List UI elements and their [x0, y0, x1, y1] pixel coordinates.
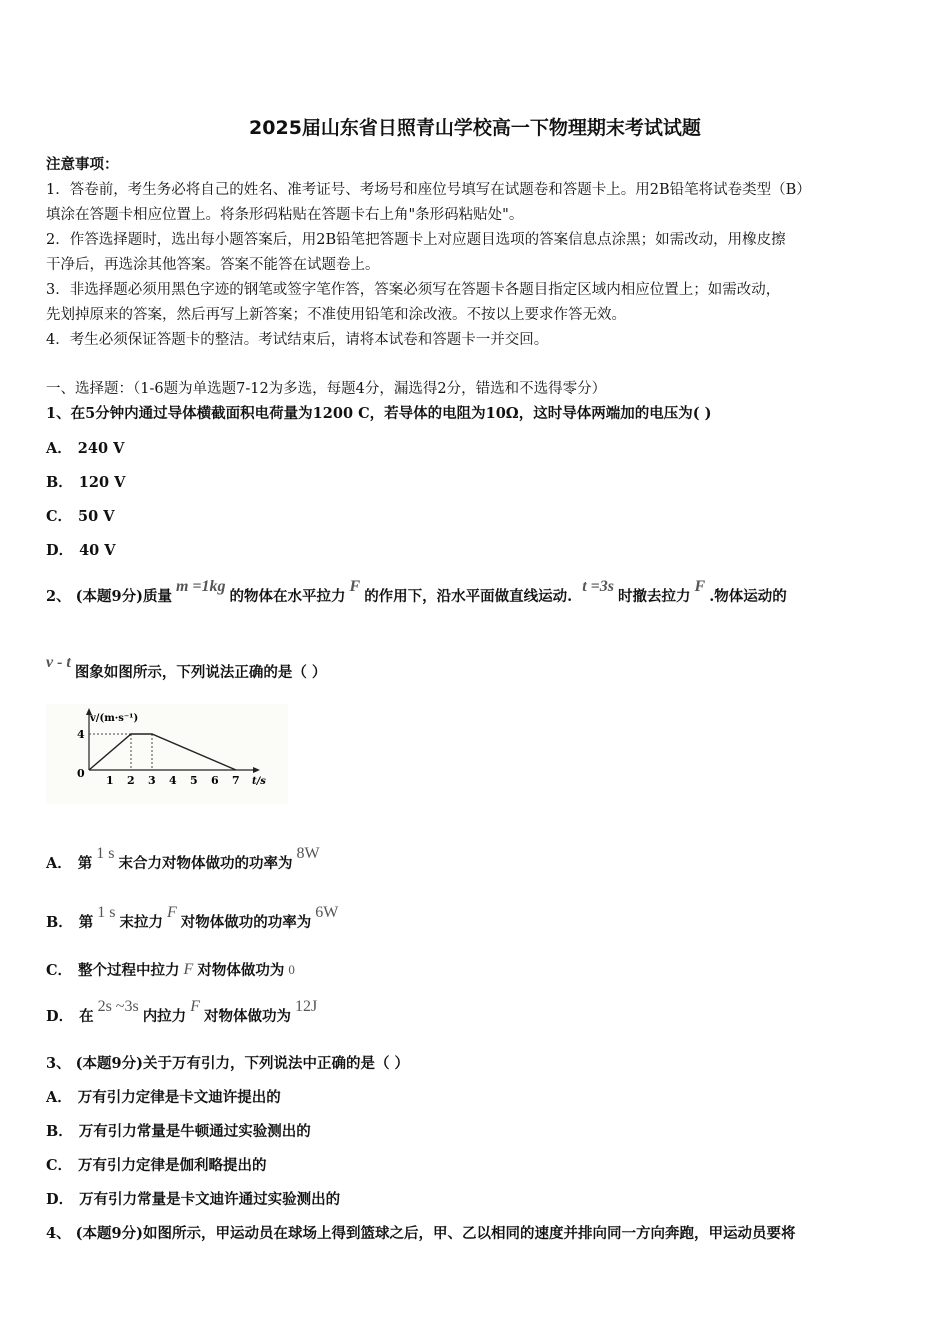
y-axis-label: v/(m·s⁻¹): [90, 713, 139, 724]
x-tick: 7: [232, 774, 240, 787]
q2-text: .物体运动的: [709, 588, 787, 605]
option-text: 对物体做功为: [197, 962, 285, 979]
notice-line: 先划掉原来的答案，然后再写上新答案；不准使用铅笔和涂改液。不按以上要求作答无效。: [46, 307, 626, 323]
option-label: A．: [46, 440, 72, 457]
q3-option-b: [46, 1120, 311, 1141]
q1-option-b: [46, 471, 125, 492]
q2-option-c: [46, 959, 299, 980]
q2-text: 时撤去拉力: [618, 588, 691, 605]
option-text: 40 V: [79, 542, 116, 559]
option-text: 整个过程中拉力: [78, 962, 180, 979]
option-text: 万有引力定律是卡文迪许提出的: [77, 1089, 281, 1106]
option-math: 2s ~3s: [97, 998, 139, 1015]
velocity-time-graph: [46, 704, 288, 804]
q2-force: F: [349, 578, 361, 595]
question-1-stem: 1、在5分钟内通过导体横截面积电荷量为1200 C，若导体的电阻为10Ω，这时导体两端加的电压为( ): [46, 405, 712, 422]
x-tick: 6: [211, 774, 219, 787]
x-tick: 5: [190, 774, 198, 787]
notice-line: 填涂在答题卡相应位置上。将条形码粘贴在答题卡右上角"条形码粘贴处"。: [46, 207, 524, 223]
option-math: F: [190, 998, 200, 1015]
notice-line: 2．作答选择题时，选出每小题答案后，用2B铅笔把答题卡上对应题目选项的答案信息点涂黑；如需改动，用橡皮擦: [46, 232, 786, 248]
q2-text: 的作用下，沿水平面做直线运动.: [364, 588, 573, 605]
y-tick-4: 4: [77, 728, 85, 741]
option-math: 0: [288, 962, 295, 977]
x-tick: 3: [148, 774, 156, 787]
q2-time: t =3s: [582, 578, 615, 595]
option-math: F: [167, 904, 177, 921]
option-text: 对物体做功为: [203, 1008, 291, 1025]
option-text: 50 V: [78, 508, 115, 525]
option-text: 240 V: [77, 440, 125, 457]
q3-option-d: [46, 1188, 340, 1209]
q2-text: 2、 (本题9分)质量: [46, 588, 172, 605]
option-label: B．: [46, 914, 73, 931]
option-label: A．: [46, 1089, 72, 1106]
option-label: B．: [46, 1123, 73, 1140]
x-tick: 2: [127, 774, 135, 787]
q2-mass: m =1kg: [175, 578, 226, 595]
q3-option-c: [46, 1154, 267, 1175]
q1-option-d: [46, 539, 116, 560]
x-tick: 4: [169, 774, 177, 787]
option-math: 12J: [294, 998, 318, 1015]
option-label: B．: [46, 474, 73, 491]
q3-option-a: [46, 1086, 281, 1107]
question-4-stem: 4、 (本题9分)如图所示，甲运动员在球场上得到篮球之后，甲、乙以相同的速度并排向同一方向奔跑，甲运动员要将: [46, 1225, 796, 1242]
graph-background: [46, 704, 288, 804]
section-heading: 一、选择题：（1-6题为单选题7-12为多选，每题4分，漏选得2分，错选和不选得零分）: [46, 381, 607, 397]
question-2-stem: [46, 578, 787, 606]
option-text: 第: [78, 914, 94, 931]
x-axis-label: t/s: [252, 776, 266, 787]
option-label: D．: [46, 1008, 74, 1025]
option-math: 1 s: [97, 904, 116, 921]
notice-heading: 注意事项：: [46, 156, 119, 173]
option-math: 6W: [315, 904, 339, 921]
option-text: 万有引力常量是牛顿通过实验测出的: [78, 1123, 311, 1140]
notice-line: 干净后，再选涂其他答案。答案不能答在试题卷上。: [46, 257, 380, 273]
option-label: C．: [46, 1157, 73, 1174]
q2-option-b: [46, 904, 342, 932]
option-math: 8W: [296, 845, 320, 862]
option-label: D．: [46, 542, 74, 559]
option-text: 120 V: [78, 474, 126, 491]
x-tick: 1: [106, 774, 114, 787]
option-text: 末拉力: [119, 914, 163, 931]
q2-force: F: [694, 578, 706, 595]
option-text: 内拉力: [142, 1008, 187, 1025]
q1-option-c: [46, 505, 115, 526]
notice-line: 4．考生必须保证答题卡的整洁。考试结束后，请将本试卷和答题卡一并交回。: [46, 332, 549, 348]
option-text: 在: [79, 1008, 94, 1025]
option-text: 万有引力常量是卡文迪许通过实验测出的: [79, 1191, 341, 1208]
page-title: 2025届山东省日照青山学校高一下物理期末考试试题: [249, 117, 701, 139]
option-text: 对物体做功的功率为: [180, 914, 312, 931]
q2-text: 的物体在水平拉力: [229, 588, 346, 605]
option-text: 万有引力定律是伽利略提出的: [78, 1157, 267, 1174]
option-math: 1 s: [96, 845, 115, 862]
q2-option-d: [46, 998, 321, 1026]
q2-vt: v - t: [46, 654, 71, 671]
q2-option-a: [46, 845, 324, 873]
notice-line: 1．答卷前，考生务必将自己的姓名、准考证号、考场号和座位号填写在试题卷和答题卡上。用2B铅笔将试卷类型（B）: [46, 182, 811, 198]
question-3-stem: 3、 (本题9分)关于万有引力，下列说法中正确的是（ ）: [46, 1055, 409, 1072]
option-math: F: [183, 961, 194, 978]
option-label: A．: [46, 855, 72, 872]
option-label: C．: [46, 508, 73, 525]
origin-label: 0: [77, 767, 85, 780]
q2-text: 图象如图所示，下列说法正确的是（ ）: [74, 664, 327, 681]
q1-option-a: [46, 437, 124, 458]
question-2-stem-cont: [46, 654, 327, 682]
notice-line: 3．非选择题必须用黑色字迹的钢笔或签字笔作答，答案必须写在答题卡各题目指定区域内相应位置上；如需改动，: [46, 282, 781, 298]
option-text: 第: [77, 855, 93, 872]
option-label: C．: [46, 962, 73, 979]
option-text: 末合力对物体做功的功率为: [118, 855, 293, 872]
option-label: D．: [46, 1191, 74, 1208]
